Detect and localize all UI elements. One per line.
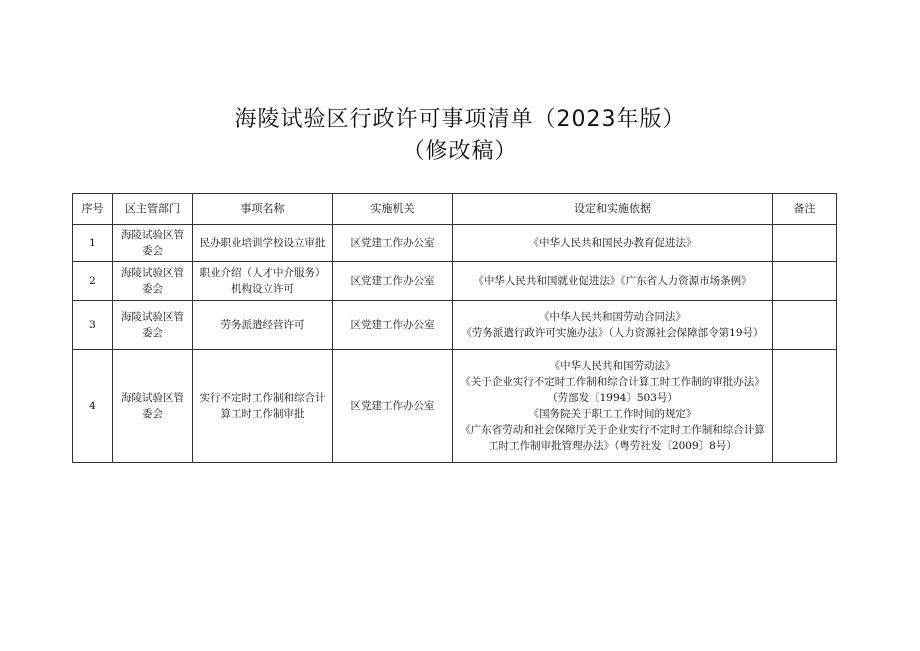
cell-item: 职业介绍（人才中介服务）机构设立许可 — [193, 262, 333, 301]
header-agency: 实施机关 — [333, 194, 453, 225]
cell-seq: 3 — [73, 301, 113, 350]
cell-item: 实行不定时工作制和综合计算工时工作制审批 — [193, 350, 333, 463]
table-row — [73, 350, 837, 463]
basis-line: 《中华人民共和国劳动合同法》 — [539, 311, 686, 323]
basis-line: 《关于企业实行不定时工作制和综合计算工时工作制的审批办法》（劳部发〔1994〕503号） — [460, 376, 765, 404]
basis-line: 《中华人民共和国就业促进法》《广东省人力资源市场条例》 — [473, 275, 752, 287]
cell-agency: 区党建工作办公室 — [333, 262, 453, 301]
page-subtitle: （修改稿） — [402, 139, 518, 164]
basis-line: 《中华人民共和国劳动法》 — [549, 360, 676, 372]
header-item: 事项名称 — [193, 194, 333, 225]
cell-remark — [773, 262, 837, 301]
table-header-row — [73, 194, 837, 225]
cell-agency: 区党建工作办公室 — [333, 225, 453, 262]
cell-seq: 1 — [73, 225, 113, 262]
cell-agency: 区党建工作办公室 — [333, 350, 453, 463]
cell-remark — [773, 301, 837, 350]
cell-dept: 海陵试验区管委会 — [113, 301, 193, 350]
permit-table — [72, 193, 837, 463]
cell-remark — [773, 350, 837, 463]
cell-item: 民办职业培训学校设立审批 — [193, 225, 333, 262]
basis-line: 《劳务派遣行政许可实施办法》（人力资源社会保障部令第19号） — [461, 327, 764, 339]
cell-remark — [773, 225, 837, 262]
cell-dept: 海陵试验区管委会 — [113, 350, 193, 463]
cell-basis — [453, 262, 773, 301]
cell-dept: 海陵试验区管委会 — [113, 262, 193, 301]
cell-agency: 区党建工作办公室 — [333, 301, 453, 350]
page-title: 海陵试验区行政许可事项清单（2023年版） — [234, 107, 686, 132]
basis-line: 《国务院关于职工工作时间的规定》 — [528, 408, 697, 420]
cell-basis — [453, 350, 773, 463]
basis-line: 《广东省劳动和社会保障厅关于企业实行不定时工作制和综合计算工时工作制审批管理办法》（粤劳社发〔2009〕8号） — [460, 424, 765, 452]
basis-line: 《中华人民共和国民办教育促进法》 — [528, 237, 697, 249]
table-row — [73, 225, 837, 262]
cell-dept: 海陵试验区管委会 — [113, 225, 193, 262]
cell-seq: 4 — [73, 350, 113, 463]
cell-item: 劳务派遣经营许可 — [193, 301, 333, 350]
header-basis: 设定和实施依据 — [453, 194, 773, 225]
header-seq: 序号 — [73, 194, 113, 225]
header-dept: 区主管部门 — [113, 194, 193, 225]
cell-basis — [453, 225, 773, 262]
cell-seq: 2 — [73, 262, 113, 301]
table-row — [73, 301, 837, 350]
table-row — [73, 262, 837, 301]
cell-basis — [453, 301, 773, 350]
header-remark: 备注 — [773, 194, 837, 225]
